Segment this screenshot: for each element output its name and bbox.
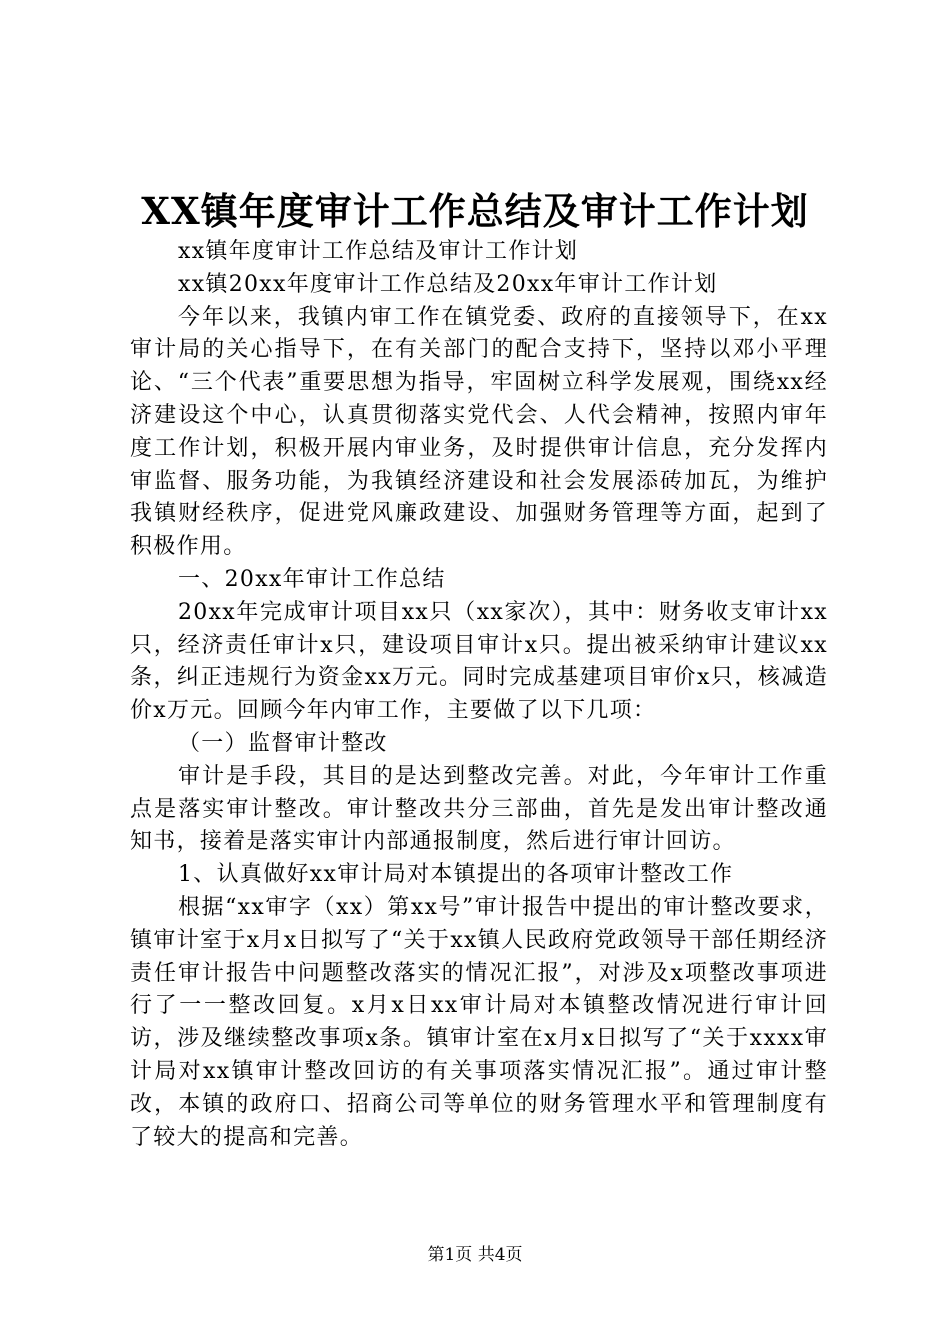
item-heading-1: 1、认真做好xx审计局对本镇提出的各项审计整改工作 [178, 862, 734, 888]
document-title: XX镇年度审计工作总结及审计工作计划 [141, 189, 809, 233]
subsection-heading-1: （一）监督审计整改 [178, 730, 388, 756]
paragraph-rectification: 审计是手段，其目的是达到整改完善。对此，今年审计工作重点是落实审计整改。审计整改共分三部曲，首先是发出审计整改通知书，接着是落实审计内部通报制度，然后进行审计回访。 [130, 763, 828, 855]
document-body [130, 236, 828, 1154]
paragraph-subtitle-2: xx镇20xx年度审计工作总结及20xx年审计工作计划 [178, 271, 718, 297]
section-heading-summary: 一、20xx年审计工作总结 [178, 566, 446, 592]
paragraph-intro: 今年以来，我镇内审工作在镇党委、政府的直接领导下，在xx审计局的关心指导下，在有关部门的配合支持下，坚持以邓小平理论、“三个代表”重要思想为指导，牢固树立科学发展观，围绕xx经济建设这个中心，认真贯彻落实党代会、人代会精神，按照内审年度工作计划，积极开展内审业务，及时提供审计信息，充分发挥内审监督、服务功能，为我镇经济建设和社会发展添砖加瓦，为维护我镇财经秩序，促进党风廉政建设、加强财务管理等方面，起到了积极作用。 [130, 304, 828, 560]
page-footer: 第1页 共4页 [427, 1245, 523, 1265]
paragraph-subtitle-1: xx镇年度审计工作总结及审计工作计划 [178, 239, 579, 264]
paragraph-item-1: 根据“xx审字（xx）第xx号”审计报告中提出的审计整改要求，镇审计室于x月x日拟写了“关于xx镇人民政府党政领导干部任期经济责任审计报告中问题整改落实的情况汇报”，对涉及x项整改事项进行了一一整改回复。x月x日xx审计局对本镇整改情况进行审计回访，涉及继续整改事项x条。镇审计室在x月x日拟写了“关于xxxx审计局对xx镇审计整改回访的有关事项落实情况汇报”。通过审计整改，本镇的政府口、招商公司等单位的财务管理水平和管理制度有了较大的提高和完善。 [130, 894, 828, 1150]
paragraph-summary: 20xx年完成审计项目xx只（xx家次），其中：财务收支审计xx只，经济责任审计x只，建设项目审计x只。提出被采纳审计建议xx条，纠正违规行为资金xx万元。同时完成基建项目审价x只，核减造价x万元。回顾今年内审工作，主要做了以下几项： [130, 599, 828, 724]
